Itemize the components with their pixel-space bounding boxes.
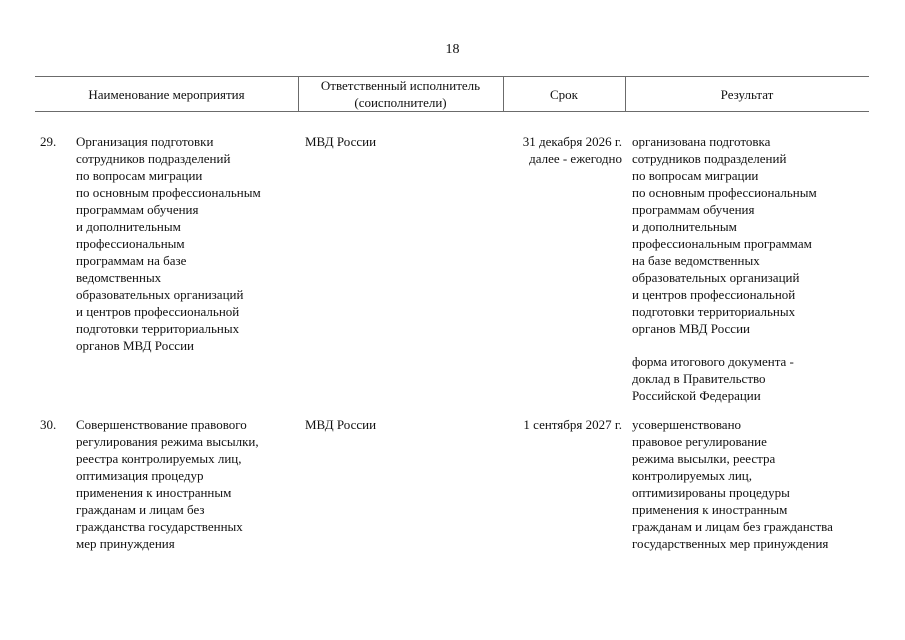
row-29-name: Организация подготовки сотрудников подразделений по вопросам миграции по основным профессиональным программам обучения и дополнительным профессиональным программам на базе ведомственных образовательных организаций и центров профессиональной подготовки территориальных органов МВД России — [76, 134, 261, 353]
header-responsible: Ответственный исполнитель (соисполнители) — [320, 78, 481, 110]
table-header-bottom-rule — [35, 111, 869, 112]
row-29-result-form: форма итогового документа - доклад в Правительство Российской Федерации — [632, 354, 794, 403]
row-29-responsible: МВД России — [305, 134, 377, 149]
header-name: Наименование мероприятия — [88, 87, 245, 102]
row-30-responsible: МВД России — [305, 417, 377, 432]
row-30-deadline: 1 сентября 2027 г. — [523, 417, 622, 432]
row-30-name: Совершенствование правового регулирования режима высылки, реестра контролируемых лиц, оптимизация процедур применения к иностранным гражданам и лицам без гражданства государственных мер принуждения — [76, 417, 259, 551]
row-29-result: организована подготовка сотрудников подразделений по вопросам миграции по основным профессиональным программам обучения и дополнительным профессиональным программам на базе ведомственных образовательных организаций и центров профессиональной подготовки территориальных органов МВД России — [632, 134, 817, 336]
row-30-result: усовершенствовано правовое регулирование режима высылки, реестра контролируемых лиц, оптимизированы процедуры применения к иностранным гражданам и лицам без гражданства государственных мер принуждения — [632, 417, 833, 551]
header-deadline: Срок — [550, 87, 578, 102]
page-number: 18 — [445, 42, 460, 57]
header-result: Результат — [720, 87, 774, 102]
row-29-deadline: 31 декабря 2026 г. далее - ежегодно — [522, 134, 622, 166]
row-30-number: 30. — [40, 417, 57, 432]
row-29-number: 29. — [40, 134, 57, 149]
